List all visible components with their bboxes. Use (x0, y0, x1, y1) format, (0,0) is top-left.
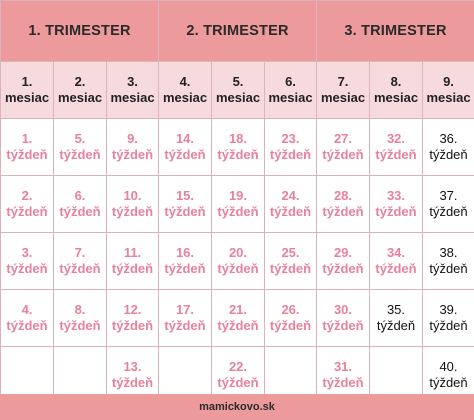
month-header-4 (159, 62, 212, 119)
week-cell (423, 290, 474, 347)
week-number: 22. (228, 359, 248, 374)
week-number: 14. (175, 131, 195, 146)
week-word: týždeň (111, 375, 154, 390)
month-word: mesiac (4, 90, 50, 105)
week-word: týždeň (164, 147, 206, 162)
week-number: 25. (281, 245, 300, 260)
week-cell (317, 347, 370, 395)
week-number: 19. (228, 188, 248, 203)
week-word: týždeň (322, 147, 364, 162)
week-cell (212, 233, 265, 290)
month-word: mesiac (215, 90, 261, 105)
week-cell (1, 290, 54, 347)
week-number: 33. (386, 188, 406, 203)
week-word: týždeň (376, 318, 416, 333)
month-number: 7. (337, 74, 349, 89)
week-cell (107, 233, 159, 290)
week-number: 40. (439, 359, 458, 374)
empty-cell (370, 347, 423, 395)
week-number: 18. (228, 131, 248, 146)
week-word: týždeň (269, 261, 312, 276)
month-number: 9. (443, 74, 454, 89)
month-header-7 (317, 62, 370, 119)
week-cell (212, 176, 265, 233)
week-word: týždeň (6, 318, 48, 333)
week-number: 9. (127, 131, 138, 146)
week-word: týždeň (375, 261, 417, 276)
trimester-header-row (1, 1, 474, 62)
week-word: týždeň (217, 318, 259, 333)
week-cell (265, 290, 317, 347)
week-number: 32. (386, 131, 406, 146)
week-cell (159, 233, 212, 290)
month-number: 6. (285, 74, 296, 89)
week-number: 16. (175, 245, 195, 260)
month-header-row (1, 62, 474, 119)
week-cell (265, 119, 317, 176)
week-cell (370, 119, 423, 176)
week-number: 20. (228, 245, 248, 260)
week-cell (1, 119, 54, 176)
week-number: 35. (386, 302, 406, 317)
empty-cell (265, 347, 317, 395)
week-cell (107, 176, 159, 233)
week-number: 21. (228, 302, 248, 317)
week-cell (370, 290, 423, 347)
week-number: 4. (21, 302, 33, 317)
month-word: mesiac (57, 90, 103, 105)
week-number: 10. (123, 188, 142, 203)
week-word: týždeň (217, 261, 259, 276)
week-word: týždeň (269, 147, 312, 162)
week-word: týždeň (322, 318, 364, 333)
week-cell (159, 119, 212, 176)
week-row (1, 176, 474, 233)
week-number: 13. (123, 359, 142, 374)
week-cell (107, 290, 159, 347)
week-cell (370, 176, 423, 233)
week-word: týždeň (429, 261, 468, 276)
week-number: 8. (74, 302, 86, 317)
week-word: týždeň (6, 261, 48, 276)
week-number: 7. (74, 245, 86, 260)
week-word: týždeň (429, 318, 468, 333)
week-number: 26. (281, 302, 300, 317)
week-body (1, 119, 474, 395)
week-word: týždeň (164, 204, 206, 219)
week-word: týždeň (164, 261, 206, 276)
empty-cell (54, 347, 107, 395)
week-row (1, 290, 474, 347)
month-number: 1. (21, 74, 33, 89)
trimester-3-header: 3. TRIMESTER (317, 1, 474, 62)
week-cell (159, 176, 212, 233)
week-number: 23. (281, 131, 300, 146)
week-cell (54, 290, 107, 347)
week-number: 34. (386, 245, 406, 260)
week-cell (317, 233, 370, 290)
week-word: týždeň (322, 261, 364, 276)
empty-cell (159, 347, 212, 395)
week-cell (159, 290, 212, 347)
month-word: mesiac (162, 90, 208, 105)
week-cell (54, 176, 107, 233)
week-number: 28. (333, 188, 353, 203)
month-word: mesiac (426, 90, 471, 105)
month-word: mesiac (320, 90, 366, 105)
week-cell (317, 119, 370, 176)
week-word: týždeň (6, 147, 48, 162)
week-cell (423, 347, 474, 395)
week-number: 37. (439, 188, 458, 203)
week-word: týždeň (59, 261, 101, 276)
month-number: 2. (74, 74, 86, 89)
week-cell (1, 233, 54, 290)
week-number: 5. (74, 131, 86, 146)
week-word: týždeň (6, 204, 48, 219)
trimester-1-header: 1. TRIMESTER (1, 1, 159, 62)
week-word: týždeň (111, 318, 154, 333)
week-cell (423, 233, 474, 290)
week-word: týždeň (111, 147, 154, 162)
month-number: 4. (179, 74, 191, 89)
month-number: 5. (232, 74, 244, 89)
week-number: 29. (333, 245, 353, 260)
week-word: týždeň (375, 147, 417, 162)
week-number: 11. (123, 245, 142, 260)
week-word: týždeň (59, 147, 101, 162)
week-row (1, 347, 474, 395)
week-word: týždeň (217, 147, 259, 162)
week-word: týždeň (269, 318, 312, 333)
week-number: 6. (74, 188, 86, 203)
week-number: 12. (123, 302, 142, 317)
week-cell (54, 233, 107, 290)
week-number: 17. (175, 302, 195, 317)
week-cell (317, 290, 370, 347)
week-cell (423, 176, 474, 233)
week-word: týždeň (111, 261, 154, 276)
footer-brand: mamickovo.sk (0, 394, 474, 420)
week-word: týždeň (429, 375, 468, 390)
week-cell (212, 290, 265, 347)
week-word: týždeň (217, 204, 259, 219)
week-number: 24. (281, 188, 300, 203)
month-header-1 (1, 62, 54, 119)
month-header-3 (107, 62, 159, 119)
week-word: týždeň (111, 204, 154, 219)
week-number: 31. (333, 359, 353, 374)
week-number: 36. (439, 131, 458, 146)
week-number: 30. (333, 302, 353, 317)
week-cell (423, 119, 474, 176)
week-number: 27. (333, 131, 353, 146)
week-word: týždeň (322, 204, 364, 219)
month-header-5 (212, 62, 265, 119)
week-cell (370, 233, 423, 290)
week-number: 39. (439, 302, 458, 317)
week-number: 15. (175, 188, 195, 203)
week-number: 2. (21, 188, 33, 203)
week-word: týždeň (429, 147, 468, 162)
month-header-9 (423, 62, 474, 119)
trimester-2-header: 2. TRIMESTER (159, 1, 317, 62)
week-cell (265, 233, 317, 290)
week-cell (107, 347, 159, 395)
month-header-6 (265, 62, 317, 119)
week-cell (212, 347, 265, 395)
week-word: týždeň (322, 375, 364, 390)
month-number: 8. (390, 74, 402, 89)
month-word: mesiac (373, 90, 419, 105)
week-word: týždeň (217, 375, 259, 390)
week-cell (54, 119, 107, 176)
week-cell (212, 119, 265, 176)
week-word: týždeň (429, 204, 468, 219)
week-cell (107, 119, 159, 176)
empty-cell (1, 347, 54, 395)
week-number: 3. (21, 245, 33, 260)
month-number: 3. (127, 74, 138, 89)
week-cell (317, 176, 370, 233)
month-word: mesiac (110, 90, 155, 105)
month-header-2 (54, 62, 107, 119)
week-row (1, 233, 474, 290)
week-word: týždeň (269, 204, 312, 219)
week-word: týždeň (375, 204, 417, 219)
week-number: 1. (21, 131, 33, 146)
week-cell (265, 176, 317, 233)
week-cell (1, 176, 54, 233)
week-word: týždeň (164, 318, 206, 333)
month-word: mesiac (268, 90, 313, 105)
week-row (1, 119, 474, 176)
week-number: 38. (439, 245, 458, 260)
week-word: týždeň (59, 318, 101, 333)
month-header-8 (370, 62, 423, 119)
week-word: týždeň (59, 204, 101, 219)
